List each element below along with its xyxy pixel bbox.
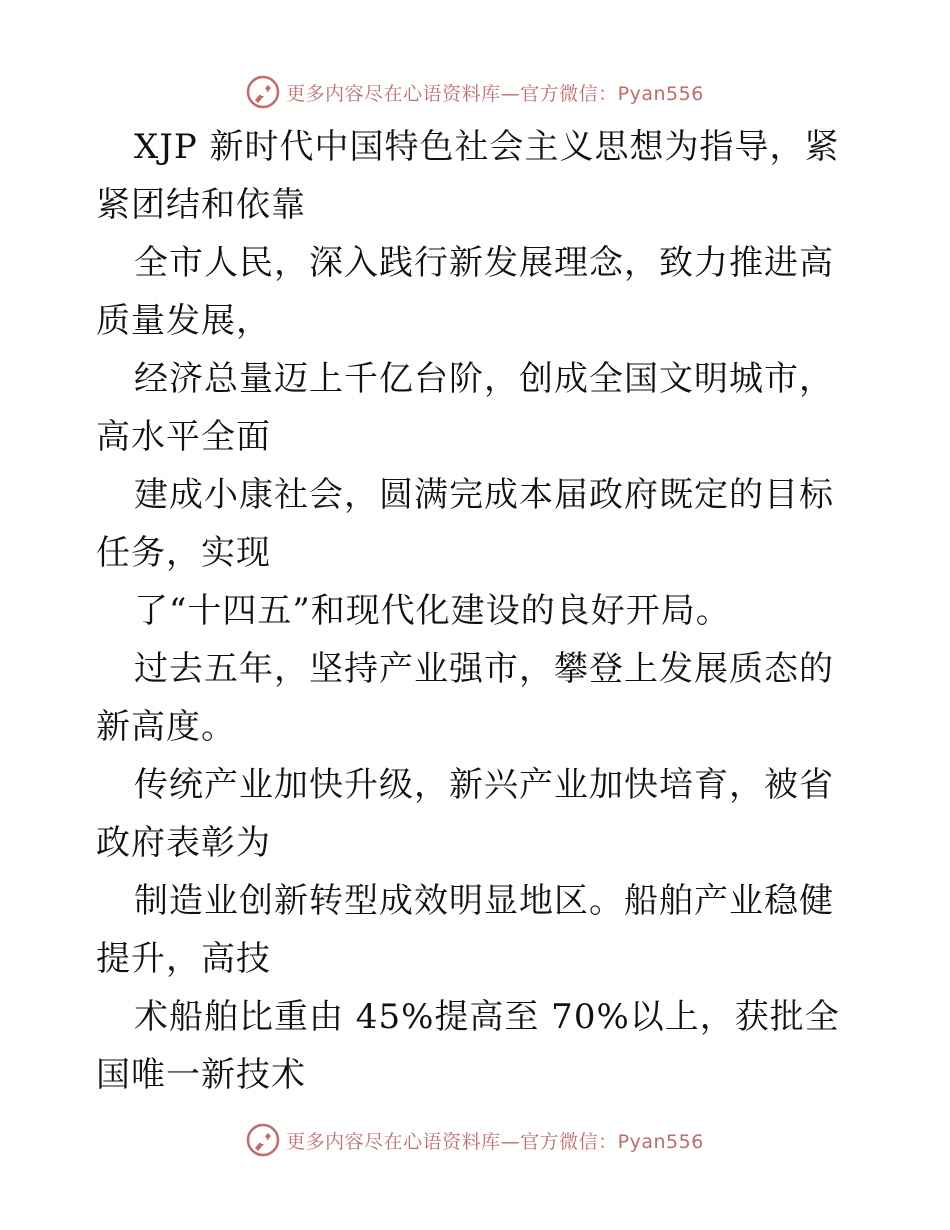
paragraph: XJP 新时代中国特色社会主义思想为指导，紧紧团结和依靠 — [96, 127, 840, 225]
watermark-text: 更多内容尽在心语资料库—官方微信：Pyan556 — [286, 82, 704, 105]
paragraph: 过去五年，坚持产业强市，攀登上发展质态的新高度。 — [96, 649, 834, 747]
document-body — [96, 118, 856, 1104]
paragraph: 了“十四五”和现代化建设的良好开局。 — [134, 591, 731, 631]
pen-logo-icon — [246, 75, 280, 109]
paragraph: 制造业创新转型成效明显地区。船舶产业稳健提升，高技 — [96, 881, 834, 979]
watermark-text: 更多内容尽在心语资料库—官方微信：Pyan556 — [286, 1130, 704, 1153]
paragraph: 全市人民，深入践行新发展理念，致力推进高质量发展， — [96, 243, 834, 341]
pen-logo-icon — [246, 1123, 280, 1157]
watermark-banner-top — [0, 72, 950, 112]
paragraph: 建成小康社会，圆满完成本届政府既定的目标任务，实现 — [96, 475, 834, 573]
paragraph: 经济总量迈上千亿台阶，创成全国文明城市，高水平全面 — [96, 359, 834, 457]
watermark-banner-bottom — [0, 1120, 950, 1160]
paragraph: 术船舶比重由 45%提高至 70%以上，获批全国唯一新技术 — [96, 997, 840, 1095]
paragraph: 传统产业加快升级，新兴产业加快培育，被省政府表彰为 — [96, 765, 834, 863]
